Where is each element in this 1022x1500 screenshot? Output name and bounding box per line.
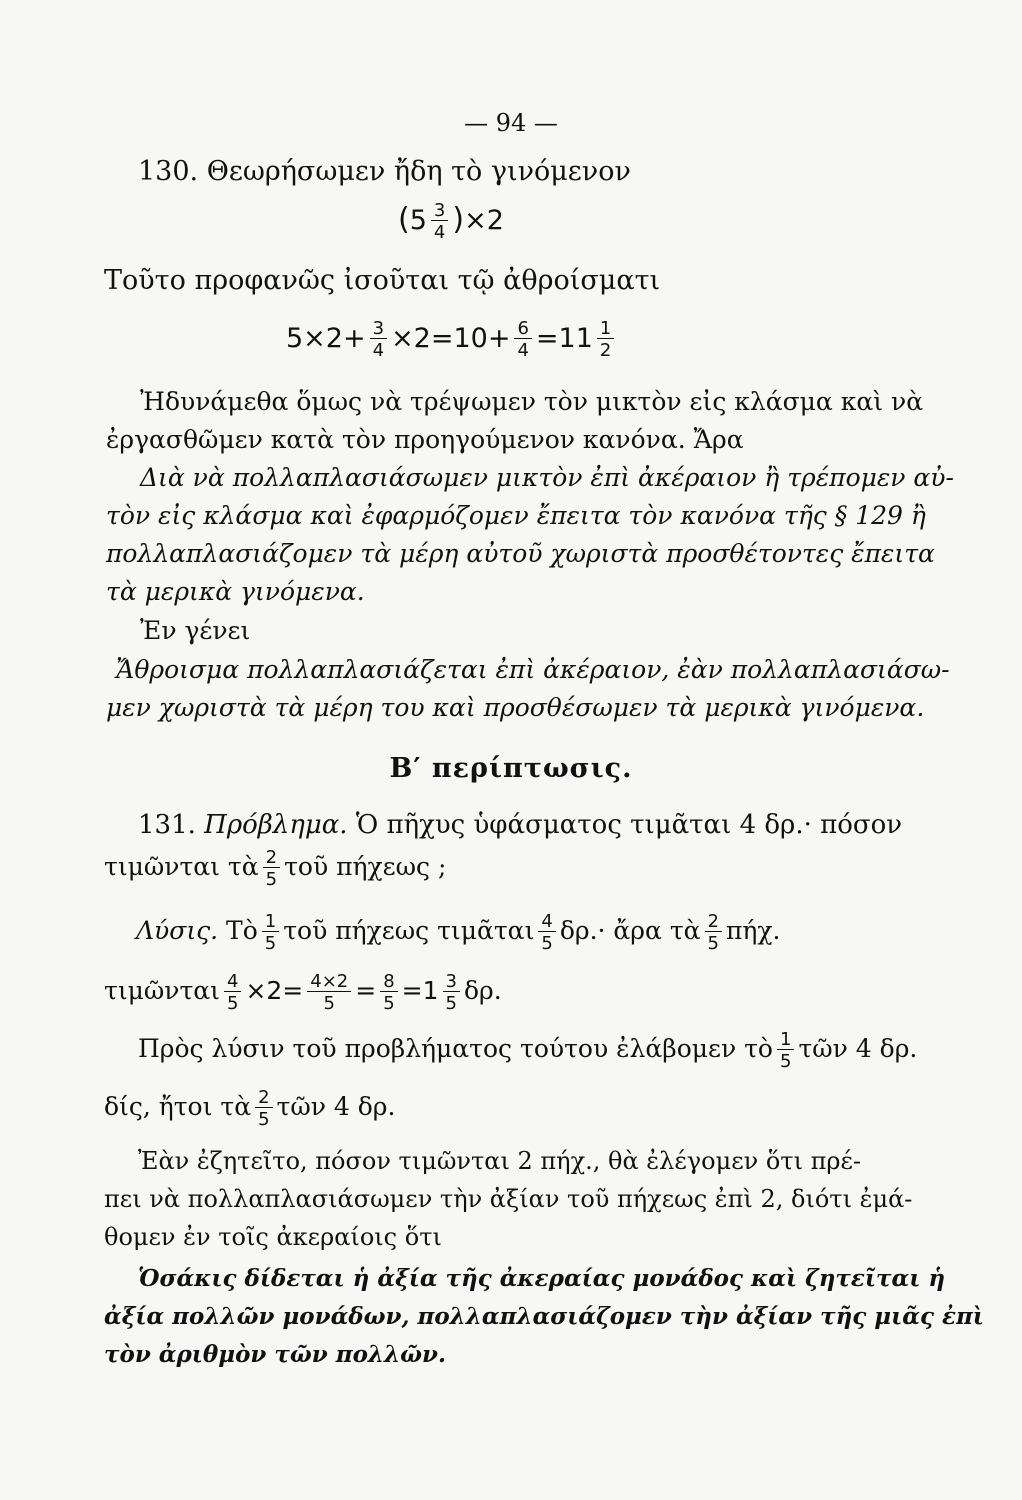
fraction: $\frac{2}{5}$ [255, 1089, 272, 1129]
fraction: $\frac{8}{5}$ [380, 973, 397, 1013]
problem-label: Πρόβλημα. [204, 810, 348, 840]
problem-line: 131. Πρόβλημα. Ὁ πῆχυς ὑφάσματος τιμᾶται 4 δρ.· πόσον [138, 810, 903, 840]
text-line: Ἐὰν ἐζητεῖτο, πόσον τιμῶνται 2 πήχ., θὰ ἐλέγομεν ὅτι πρέ- [138, 1147, 862, 1175]
fraction: $\frac{1}{5}$ [262, 913, 279, 953]
intro-text: Θεωρήσωμεν ἤδη τὸ γινόμενον [206, 156, 631, 187]
text-line: πει νὰ πολλαπλασιάσωμεν τὴν ἀξίαν τοῦ πήχεως ἐπὶ 2, διότι ἐμά- [104, 1185, 913, 1213]
fraction: $\frac{2}{5}$ [705, 913, 722, 953]
expression-product [398, 195, 504, 246]
problem-line-2: τιμῶνται τὰ $\frac{2}{5}$ τοῦ πήχεως ; [104, 846, 447, 890]
page-number: — 94 — [464, 109, 558, 137]
fraction: $\frac{2}{5}$ [263, 849, 280, 889]
fraction: $\frac{3}{5}$ [443, 973, 460, 1013]
paren-close: ) [452, 202, 465, 237]
text-line: Πρὸς λύσιν τοῦ προβλήματος τούτου ἐλάβομεν τὸ $\frac{1}{5}$ τῶν 4 δρ. [138, 1028, 918, 1072]
section-number: 130. [138, 156, 199, 187]
fraction: $\frac{3}{4}$ [370, 320, 387, 360]
rule-line: Ὁσάκις δίδεται ἡ ἀξία τῆς ἀκεραίας μονάδος καὶ ζητεῖται ἡ [138, 1265, 946, 1292]
paren-open: ( [398, 202, 410, 237]
fraction: $\frac{6}{4}$ [514, 320, 531, 360]
fraction: $\frac{3}{4}$ [431, 202, 448, 242]
text-line: Ἐν γένει [140, 616, 251, 645]
rule-line: Διὰ νὰ πολλαπλασιάσωμεν μικτὸν ἐπὶ ἀκέραιον ἢ τρέπομεν αὐ- [140, 463, 954, 492]
multiplier: ×2 [464, 205, 504, 236]
solution-line: Λύσις. Τὸ $\frac{1}{5}$ τοῦ πήχεως τιμᾶται $\frac{4}{5}$ δρ.· ἄρα τὰ $\frac{2}{5}$ πήχ. [136, 910, 781, 954]
rule-line: Ἄθροισμα πολλαπλασιάζεται ἐπὶ ἀκέραιον, ἐὰν πολλαπλασιάσω- [116, 655, 950, 684]
rule-line: τὸν εἰς κλάσμα καὶ ἐφαρμόζομεν ἔπειτα τὸν κανόνα τῆς § 129 ἢ [106, 501, 926, 530]
fraction: $\frac{4}{5}$ [538, 913, 555, 953]
rule-line: ἀξία πολλῶν μονάδων, πολλαπλασιάζομεν τὴν ἀξίαν τῆς μιᾶς ἐπὶ [104, 1303, 984, 1330]
whole-part: 5 [409, 205, 427, 236]
fraction: $\frac{1}{5}$ [777, 1031, 794, 1071]
text-line: δίς, ἤτοι τὰ $\frac{2}{5}$ τῶν 4 δρ. [104, 1086, 396, 1130]
solution-label: Λύσις. [136, 916, 219, 945]
fraction: $\frac{4\times 2}{5}$ [307, 973, 351, 1013]
text-line: θομεν ἐν τοῖς ἀκεραίοις ὅτι [104, 1223, 442, 1251]
text-line: ἐργασθῶμεν κατὰ τὸν προηγούμενον κανόνα. Ἄρα [106, 425, 744, 454]
rule-line: μεν χωριστὰ τὰ μέρη του καὶ προσθέσωμεν τὰ μερικὰ γινόμενα. [106, 693, 925, 722]
calculation-line: τιμῶνται $\frac{4}{5}$ ×2= $\frac{4\times 2}{5}$ = $\frac{8}{5}$ =1 $\frac{3}{5}$ δρ. [104, 970, 502, 1014]
text-line: Ἠδυνάμεθα ὅμως νὰ τρέψωμεν τὸν μικτὸν εἰς κλάσμα καὶ νὰ [140, 387, 924, 416]
text-line: Τοῦτο προφανῶς ἰσοῦται τῷ ἀθροίσματι [104, 265, 661, 296]
rule-line: τὸν ἀριθμὸν τῶν πολλῶν. [104, 1341, 447, 1368]
rule-line: πολλαπλασιάζομεν τὰ μέρη αὐτοῦ χωριστὰ προσθέτοντες ἔπειτα [106, 539, 935, 568]
section-heading: Β′ περίπτωσις. [389, 753, 633, 784]
paragraph-130-intro [138, 155, 631, 189]
fraction: $\frac{1}{2}$ [597, 320, 614, 360]
expression-sum: 5×2+ $\frac{3}{4}$ ×2=10+ $\frac{6}{4}$ =11 $\frac{1}{2}$ [286, 314, 618, 364]
fraction: $\frac{4}{5}$ [224, 973, 241, 1013]
rule-line: τὰ μερικὰ γινόμενα. [106, 577, 365, 606]
